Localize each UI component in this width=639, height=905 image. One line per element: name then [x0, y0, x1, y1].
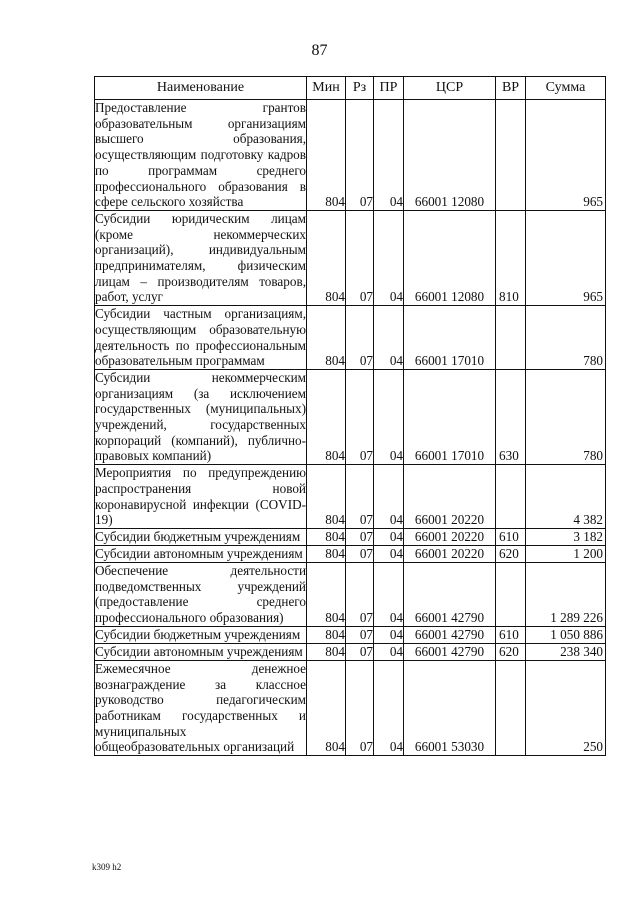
cell-vr: 610: [496, 528, 526, 545]
cell-vr: 810: [496, 210, 526, 305]
cell-name: Предоставление грантов образовательным организациям высшего образования, осуществляющим подготовку кадров по программам среднего профессионального образования в сфере сельского хозяйства: [95, 100, 306, 210]
header-sum: Сумма: [526, 77, 606, 100]
cell-sum: 965: [526, 100, 606, 211]
cell-pr: 04: [374, 660, 404, 755]
cell-sum: 780: [526, 306, 606, 370]
cell-min: 804: [307, 528, 346, 545]
cell-min: 804: [307, 210, 346, 305]
cell-sum: 1 200: [526, 545, 606, 562]
cell-pr: 04: [374, 626, 404, 643]
cell-sum: 1 289 226: [526, 562, 606, 626]
cell-vr: 620: [496, 643, 526, 660]
header-min: Мин: [307, 77, 346, 100]
cell-csr: 66001 20220: [404, 545, 496, 562]
header-pr: ПР: [374, 77, 404, 100]
cell-rz: 07: [346, 369, 374, 464]
cell-sum: 250: [526, 660, 606, 755]
cell-pr: 04: [374, 562, 404, 626]
cell-name: Обеспечение деятельности подведомственных учреждений (предоставление среднего профессионального образования): [95, 562, 306, 626]
cell-pr: 04: [374, 369, 404, 464]
cell-pr: 04: [374, 545, 404, 562]
budget-table: [94, 76, 606, 756]
cell-vr: [496, 100, 526, 211]
header-name: Наименование: [95, 77, 307, 100]
cell-csr: 66001 42790: [404, 562, 496, 626]
cell-name: Субсидии частным организациям, осуществляющим образовательную деятельность по профессиональным образовательным программам: [95, 306, 306, 369]
cell-sum: 965: [526, 210, 606, 305]
footer-code: k309 h2: [92, 862, 122, 872]
cell-pr: 04: [374, 306, 404, 370]
cell-vr: [496, 562, 526, 626]
cell-name: Субсидии бюджетным учреждениям: [95, 528, 307, 545]
table-row: [95, 562, 606, 626]
cell-csr: 66001 20220: [404, 528, 496, 545]
cell-pr: 04: [374, 528, 404, 545]
cell-rz: 07: [346, 660, 374, 755]
cell-rz: 07: [346, 562, 374, 626]
cell-min: 804: [307, 369, 346, 464]
cell-rz: 07: [346, 465, 374, 529]
cell-csr: 66001 17010: [404, 306, 496, 370]
cell-name: Мероприятия по предупреждению распространения новой коронавирусной инфекции (COVID-19): [95, 465, 306, 528]
cell-min: 804: [307, 643, 346, 660]
cell-min: 804: [307, 545, 346, 562]
cell-rz: 07: [346, 626, 374, 643]
cell-sum: 1 050 886: [526, 626, 606, 643]
table-row: [95, 306, 606, 370]
cell-min: 804: [307, 660, 346, 755]
table-row: [95, 626, 606, 643]
cell-sum: 238 340: [526, 643, 606, 660]
cell-name: Ежемесячное денежное вознаграждение за классное руководство педагогическим работникам государственных и муниципальных общеобразовательных организаций: [95, 660, 306, 755]
table-row: [95, 100, 606, 211]
header-csr: ЦСР: [404, 77, 496, 100]
table-row: [95, 660, 606, 755]
cell-csr: 66001 12080: [404, 100, 496, 211]
cell-name: Субсидии некоммерческим организациям (за исключением государственных (муниципальных) учреждений, государственных корпораций (компаний), публично-правовых компаний): [95, 369, 306, 464]
cell-vr: 630: [496, 369, 526, 464]
cell-sum: 4 382: [526, 465, 606, 529]
table-row: [95, 643, 606, 660]
cell-rz: 07: [346, 528, 374, 545]
cell-pr: 04: [374, 465, 404, 529]
cell-name: Субсидии автономным учреждениям: [95, 643, 307, 660]
cell-vr: [496, 465, 526, 529]
table-row: [95, 465, 606, 529]
cell-min: 804: [307, 100, 346, 211]
cell-csr: 66001 42790: [404, 626, 496, 643]
cell-min: 804: [307, 306, 346, 370]
table-row: [95, 210, 606, 305]
cell-vr: 620: [496, 545, 526, 562]
cell-pr: 04: [374, 643, 404, 660]
cell-min: 804: [307, 562, 346, 626]
cell-name: Субсидии бюджетным учреждениям: [95, 626, 307, 643]
cell-csr: 66001 17010: [404, 369, 496, 464]
cell-pr: 04: [374, 100, 404, 211]
cell-rz: 07: [346, 643, 374, 660]
cell-csr: 66001 20220: [404, 465, 496, 529]
cell-rz: 07: [346, 545, 374, 562]
table-row: [95, 545, 606, 562]
table-row: [95, 369, 606, 464]
cell-csr: 66001 53030: [404, 660, 496, 755]
cell-name: Субсидии автономным учреждениям: [95, 545, 307, 562]
page-number: 87: [311, 42, 328, 59]
cell-min: 804: [307, 465, 346, 529]
cell-csr: 66001 12080: [404, 210, 496, 305]
cell-rz: 07: [346, 100, 374, 211]
cell-vr: [496, 660, 526, 755]
table-row: [95, 528, 606, 545]
cell-name: Субсидии юридическим лицам (кроме некоммерческих организаций), индивидуальным предпринимателям, физическим лицам – производителям товаров, работ, услуг: [95, 210, 306, 305]
cell-sum: 780: [526, 369, 606, 464]
header-vr: ВР: [496, 77, 526, 100]
cell-rz: 07: [346, 210, 374, 305]
cell-csr: 66001 42790: [404, 643, 496, 660]
header-rz: Рз: [346, 77, 374, 100]
cell-min: 804: [307, 626, 346, 643]
cell-rz: 07: [346, 306, 374, 370]
cell-vr: [496, 306, 526, 370]
cell-sum: 3 182: [526, 528, 606, 545]
cell-vr: 610: [496, 626, 526, 643]
table-header-row: [95, 77, 606, 100]
cell-pr: 04: [374, 210, 404, 305]
